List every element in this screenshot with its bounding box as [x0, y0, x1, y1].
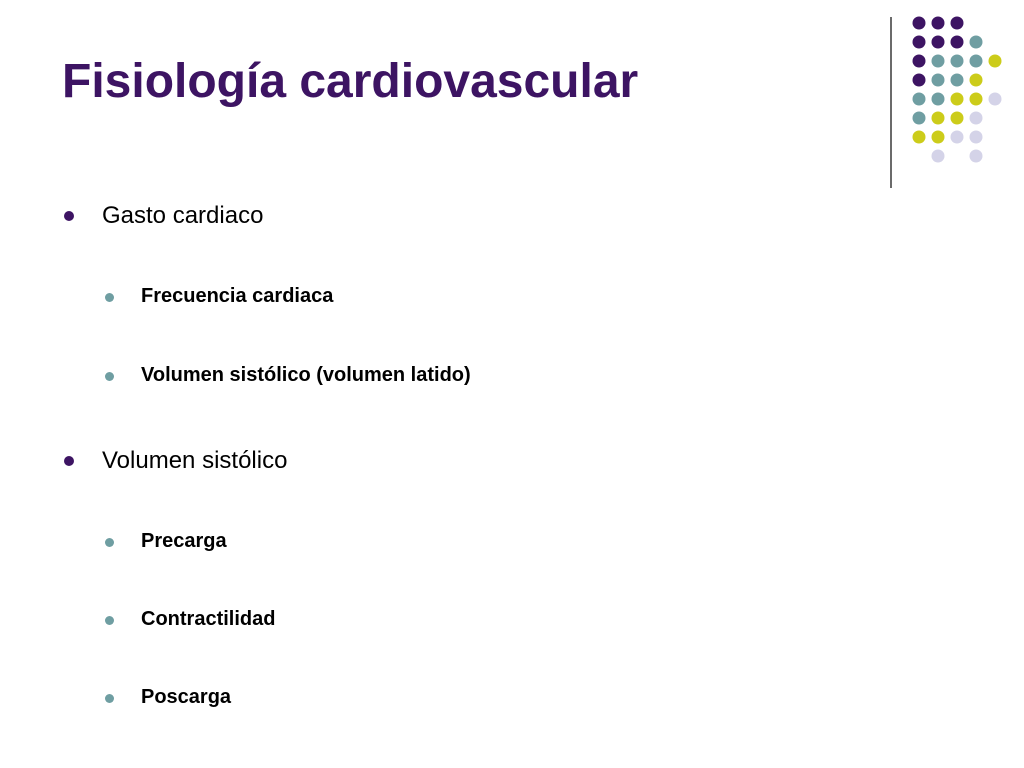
sub-bullet-contractilidad: Contractilidad — [141, 608, 276, 630]
decorative-dot — [951, 93, 964, 106]
decorative-dot — [932, 150, 945, 163]
bullet-volumen-sistolico: Volumen sistólico — [102, 447, 288, 474]
decorative-dot — [913, 17, 926, 30]
decorative-dot — [951, 131, 964, 144]
decorative-dot — [932, 93, 945, 106]
decorative-dot — [913, 74, 926, 87]
decorative-dot — [970, 55, 983, 68]
dot-grid-ornament — [0, 0, 1024, 200]
decorative-dot — [970, 93, 983, 106]
bullet-dot-level1 — [64, 456, 74, 466]
bullet-dot-level2 — [105, 616, 114, 625]
decorative-dot — [970, 131, 983, 144]
decorative-dot — [913, 36, 926, 49]
sub-bullet-volumen-latido: Volumen sistólico (volumen latido) — [141, 364, 471, 386]
decorative-dot — [989, 55, 1002, 68]
decorative-dot — [951, 74, 964, 87]
decorative-dot — [932, 131, 945, 144]
decorative-dot — [951, 112, 964, 125]
decorative-dot — [932, 74, 945, 87]
decorative-dot — [932, 17, 945, 30]
bullet-dot-level2 — [105, 372, 114, 381]
bullet-dot-level2 — [105, 694, 114, 703]
bullet-gasto-cardiaco: Gasto cardiaco — [102, 202, 264, 229]
decorative-dot — [970, 36, 983, 49]
bullet-dot-level2 — [105, 538, 114, 547]
decorative-dot — [951, 55, 964, 68]
decorative-dot — [951, 17, 964, 30]
decorative-dot — [932, 55, 945, 68]
decorative-dot — [989, 93, 1002, 106]
decorative-dot — [970, 74, 983, 87]
slide-title: Fisiología cardiovascular — [62, 55, 639, 108]
bullet-dot-level1 — [64, 211, 74, 221]
bullet-dot-level2 — [105, 293, 114, 302]
decorative-dot — [970, 150, 983, 163]
decorative-dot — [913, 131, 926, 144]
decorative-dot — [913, 93, 926, 106]
decorative-dot — [951, 36, 964, 49]
sub-bullet-precarga: Precarga — [141, 530, 227, 552]
decorative-dot — [970, 112, 983, 125]
sub-bullet-frecuencia-cardiaca: Frecuencia cardiaca — [141, 285, 334, 307]
decorative-dot — [932, 112, 945, 125]
sub-bullet-poscarga: Poscarga — [141, 686, 232, 708]
decorative-dot — [913, 112, 926, 125]
decorative-dot — [932, 36, 945, 49]
decorative-dot — [913, 55, 926, 68]
